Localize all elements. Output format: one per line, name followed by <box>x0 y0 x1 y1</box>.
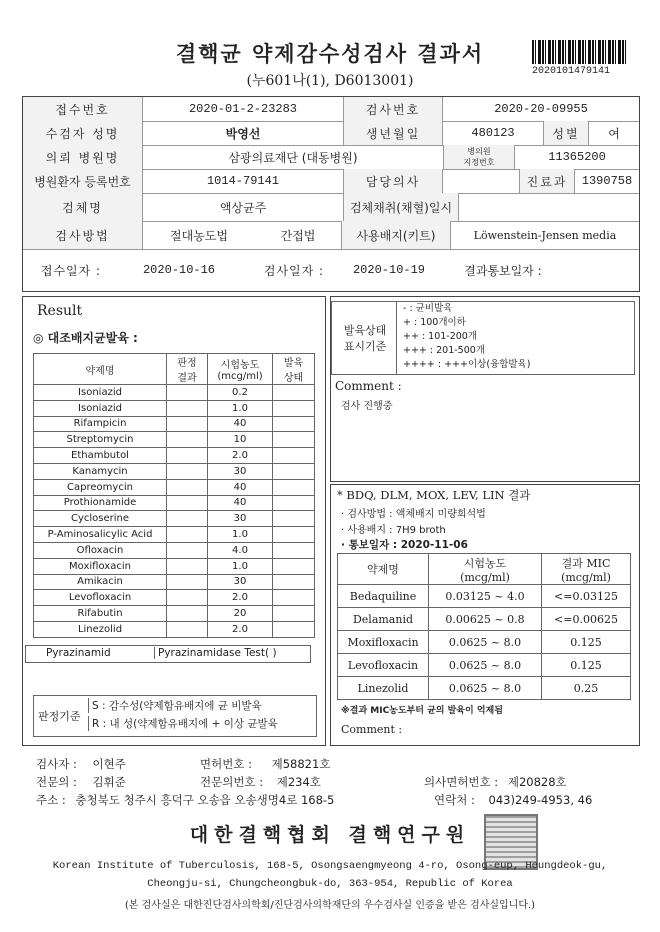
method-label: 검사방법 <box>23 221 143 249</box>
concentration: 30 <box>208 511 273 527</box>
address-line <box>36 792 334 808</box>
license-line <box>200 756 330 772</box>
contact-value: 043)249-4953, 46 <box>488 793 593 807</box>
concentration: 10 <box>208 432 273 448</box>
table-header-row <box>338 554 631 585</box>
document-subtitle: (누601나(1), D6013001) <box>246 73 414 89</box>
certification-note: (본 검사실은 대한진단검사의학회/진단검사의학재단의 우수검사실 인증을 받은 검사실입니다.) <box>124 900 536 911</box>
concentration: 1.0 <box>208 527 273 543</box>
judgement-cell <box>167 542 208 558</box>
license-label: 면허번호 : <box>200 757 252 771</box>
judgement-cell <box>167 558 208 574</box>
table-row <box>34 400 315 416</box>
pyrazinamide-row <box>25 645 311 663</box>
sex-value: 여 <box>608 126 620 141</box>
doctor-value <box>443 169 519 193</box>
concentration: 0.03125 ~ 4.0 <box>429 585 542 608</box>
growth-cell <box>273 590 315 606</box>
department-label: 진료과 <box>519 169 575 193</box>
doctor-license-value: 제20828호 <box>507 775 567 789</box>
mic-panel <box>330 484 640 746</box>
hospital-code-label-line: 지정번호 <box>463 158 495 167</box>
drug-name: Isoniazid <box>34 385 167 401</box>
table-row <box>34 463 315 479</box>
medium-label: 사용배지(키트) <box>341 221 451 249</box>
dob-value: 480123 <box>471 126 515 140</box>
concentration: 30 <box>208 574 273 590</box>
col-concentration-line: 시험농도 <box>220 360 260 371</box>
patient-name-value: 박영선 <box>225 126 261 141</box>
result-label: Result <box>37 303 83 319</box>
drug-name: Moxifloxacin <box>34 558 167 574</box>
report-label: 결과통보일자 : <box>464 263 542 278</box>
drug-name: Prothionamide <box>34 495 167 511</box>
concentration: 2.0 <box>208 621 273 637</box>
table-row <box>338 677 631 700</box>
result-panel <box>22 296 326 746</box>
judgement-cell <box>167 385 208 401</box>
tested-value: 2020-10-19 <box>352 263 425 277</box>
hospital-label: 의뢰 병원명 <box>23 145 143 169</box>
institute-name: 대한결핵협회 결핵연구원 <box>189 824 471 846</box>
mic-method: · 검사방법 : 액체배지 미량희석법 <box>341 509 486 520</box>
department-value: 1390758 <box>581 174 633 188</box>
table-row <box>34 621 315 637</box>
growth-cell <box>273 558 315 574</box>
growth-legend-line: - : 균비발육 <box>403 303 453 314</box>
pyrazinamidase-test: Pyrazinamidase Test( ) <box>154 647 277 659</box>
growth-legend-line: +++ : 201-500개 <box>403 345 485 356</box>
mic-value: <=0.00625 <box>542 608 631 631</box>
col-drug: 약제명 <box>338 554 429 585</box>
hospital-code-value: 11365200 <box>548 150 606 164</box>
comment-value: 검사 진행중 <box>341 401 393 412</box>
concentration: 4.0 <box>208 542 273 558</box>
info-row <box>23 97 639 122</box>
criteria-box <box>33 695 317 737</box>
table-row <box>34 590 315 606</box>
judgement-cell <box>167 606 208 622</box>
table-row <box>338 608 631 631</box>
judgement-cell <box>167 511 208 527</box>
col-concentration <box>429 554 542 585</box>
concentration: 40 <box>208 495 273 511</box>
test-number-value: 2020-20-09955 <box>494 102 588 116</box>
concentration: 2.0 <box>208 448 273 464</box>
pyrazinamide-drug: Pyrazinamid <box>46 647 111 659</box>
judgement-cell <box>167 495 208 511</box>
growth-legend-line: ++ : 101-200개 <box>403 331 478 342</box>
col-mic-line: (mcg/ml) <box>561 570 611 584</box>
concentration: 0.00625 ~ 0.8 <box>429 608 542 631</box>
specialist-label: 전문의 : <box>36 775 77 789</box>
drug-name: Linezolid <box>34 621 167 637</box>
contact-line <box>434 792 592 808</box>
growth-cell <box>273 574 315 590</box>
table-header-row <box>34 354 315 385</box>
specimen-value: 액상균주 <box>219 200 267 215</box>
report-value <box>563 249 639 291</box>
col-judgement <box>167 354 208 385</box>
patient-info-table <box>22 96 640 292</box>
mic-report-date: · 통보일자 : 2020-11-06 <box>341 539 468 551</box>
criteria-susceptible: S : 감수성(약제함유배지에 균 비발육 <box>88 698 262 713</box>
examiner-label: 검사자 : <box>36 757 77 771</box>
mic-comment-label: Comment : <box>341 723 403 736</box>
mic-value: 0.125 <box>542 654 631 677</box>
comment-label: Comment : <box>335 379 402 393</box>
growth-cell <box>273 432 315 448</box>
growth-legend-label-line: 표시기준 <box>343 340 387 353</box>
concentration: 40 <box>208 479 273 495</box>
table-row <box>34 542 315 558</box>
judgement-cell <box>167 463 208 479</box>
col-mic-line: 결과 MIC <box>561 556 611 570</box>
judgement-cell <box>167 448 208 464</box>
mic-value: 0.125 <box>542 631 631 654</box>
growth-cell <box>273 416 315 432</box>
col-mic <box>542 554 631 585</box>
concentration: 40 <box>208 416 273 432</box>
license-value: 제58821호 <box>271 757 331 771</box>
growth-cell <box>273 463 315 479</box>
hospital-code-label <box>443 145 515 169</box>
col-judgement-line: 판정 <box>177 358 197 369</box>
growth-legend-line: ++++ : +++이상(융합발육) <box>403 359 531 370</box>
tested-label: 검사일자 : <box>263 263 325 278</box>
judgement-cell <box>167 400 208 416</box>
mic-value: 0.25 <box>542 677 631 700</box>
dob-label: 생년월일 <box>343 121 443 145</box>
concentration: 1.0 <box>208 558 273 574</box>
concentration: 0.0625 ~ 8.0 <box>429 677 542 700</box>
registration-label: 병원환자 등록번호 <box>23 169 143 193</box>
judgement-cell <box>167 574 208 590</box>
info-row <box>23 121 639 146</box>
hospital-code-label-line: 병의원 <box>467 147 491 156</box>
table-row <box>34 495 315 511</box>
drug-name: Moxifloxacin <box>338 631 429 654</box>
growth-legend-line: + : 100개이하 <box>403 317 466 328</box>
info-row <box>23 193 639 222</box>
contact-label: 연락처 : <box>434 793 475 807</box>
col-growth <box>273 354 315 385</box>
drug-name: Streptomycin <box>34 432 167 448</box>
collection-label: 검체채취(채혈)일시 <box>343 193 459 221</box>
drug-name: P-Aminosalicylic Acid <box>34 527 167 543</box>
concentration: 1.0 <box>208 400 273 416</box>
drug-name: Capreomycin <box>34 479 167 495</box>
drug-name: Linezolid <box>338 677 429 700</box>
address-label: 주소 : <box>36 793 66 807</box>
table-row <box>34 606 315 622</box>
table-row <box>338 654 631 677</box>
drug-name: Isoniazid <box>34 400 167 416</box>
drug-name: Levofloxacin <box>338 654 429 677</box>
drug-name: Ofloxacin <box>34 542 167 558</box>
method-value-secondary: 간접법 <box>280 228 316 243</box>
mic-medium: · 사용배지 : 7H9 broth <box>341 525 446 536</box>
col-concentration-line: 시험농도 <box>463 556 507 570</box>
barcode-number: 2020101479141 <box>532 66 611 77</box>
drug-susceptibility-table <box>33 353 315 638</box>
judgement-cell <box>167 527 208 543</box>
collection-value <box>459 193 639 221</box>
judgement-cell <box>167 432 208 448</box>
col-growth-line: 상태 <box>283 373 304 384</box>
table-row <box>34 574 315 590</box>
judgement-cell <box>167 479 208 495</box>
sex-label: 성별 <box>543 121 589 145</box>
institute-address-en: Korean Institute of Tuberculosis, 168-5, Osongsaengmyeong 4-ro, Osong-eup, Heungdeok-gu, <box>52 860 608 872</box>
judgement-cell <box>167 590 208 606</box>
concentration: 0.0625 ~ 8.0 <box>429 631 542 654</box>
info-row <box>23 221 639 250</box>
growth-cell <box>273 385 315 401</box>
growth-cell <box>273 479 315 495</box>
growth-cell <box>273 495 315 511</box>
table-row <box>34 416 315 432</box>
mic-heading: * BDQ, DLM, MOX, LEV, LIN 결과 <box>337 488 531 502</box>
info-row <box>23 169 639 194</box>
table-row <box>34 448 315 464</box>
judgement-cell <box>167 621 208 637</box>
accession-label: 접수번호 <box>23 97 143 121</box>
criteria-resistant: R : 내 성(약제함유배지에 + 이상 균발육 <box>88 716 278 731</box>
growth-cell <box>273 542 315 558</box>
growth-cell <box>273 527 315 543</box>
criteria-label: 판정기준 <box>38 710 81 723</box>
growth-legend-label-line: 발육상태 <box>343 324 387 337</box>
col-concentration-line: (mcg/ml) <box>217 371 263 382</box>
drug-name: Bedaquiline <box>338 585 429 608</box>
growth-legend <box>331 301 635 375</box>
drug-name: Rifampicin <box>34 416 167 432</box>
mic-note: ※결과 MIC농도부터 균의 발육이 억제됨 <box>341 706 503 716</box>
drug-name: Levofloxacin <box>34 590 167 606</box>
mic-table <box>337 553 631 700</box>
table-row <box>34 479 315 495</box>
growth-legend-lines <box>396 302 530 374</box>
col-judgement-line: 결과 <box>177 373 197 384</box>
table-row <box>338 585 631 608</box>
date-row <box>23 249 639 291</box>
patient-name-label: 수검자 성명 <box>23 121 143 145</box>
table-row <box>34 432 315 448</box>
specialist-number-line <box>200 774 321 790</box>
barcode-image <box>532 40 628 64</box>
examiner-line <box>36 756 126 772</box>
concentration: 0.0625 ~ 8.0 <box>429 654 542 677</box>
examiner-value: 이현주 <box>92 757 126 771</box>
concentration: 30 <box>208 463 273 479</box>
method-value: 절대농도법 <box>170 228 228 243</box>
table-row <box>338 631 631 654</box>
growth-cell <box>273 448 315 464</box>
drug-name: Ethambutol <box>34 448 167 464</box>
info-row <box>23 145 639 170</box>
specialist-number-label: 전문의번호 : <box>200 775 264 789</box>
col-drug: 약제명 <box>34 354 167 385</box>
specimen-label: 검체명 <box>23 193 143 221</box>
drug-name: Rifabutin <box>34 606 167 622</box>
control-growth-label: ◎ 대조배지균발육 : <box>33 331 138 345</box>
accession-value: 2020-01-2-23283 <box>188 102 298 116</box>
doctor-license-label: 의사면허번호 : <box>424 775 499 789</box>
growth-cell <box>273 606 315 622</box>
growth-legend-label <box>338 322 392 354</box>
table-row <box>34 527 315 543</box>
drug-name: Cycloserine <box>34 511 167 527</box>
table-row <box>34 511 315 527</box>
concentration: 20 <box>208 606 273 622</box>
growth-cell <box>273 511 315 527</box>
drug-name: Kanamycin <box>34 463 167 479</box>
concentration: 2.0 <box>208 590 273 606</box>
mic-value: <=0.03125 <box>542 585 631 608</box>
table-row <box>34 385 315 401</box>
specialist-number-value: 제234호 <box>276 775 321 789</box>
specialist-value: 김휘준 <box>92 775 126 789</box>
growth-cell <box>273 400 315 416</box>
received-label: 접수일자 : <box>40 263 102 278</box>
doctor-label: 담당의사 <box>343 169 443 193</box>
drug-name: Amikacin <box>34 574 167 590</box>
drug-name: Delamanid <box>338 608 429 631</box>
test-number-label: 검사번호 <box>343 97 443 121</box>
concentration: 0.2 <box>208 385 273 401</box>
received-value: 2020-10-16 <box>142 263 215 277</box>
doctor-license-line <box>424 774 567 790</box>
document-title: 결핵균 약제감수성검사 결과서 <box>175 41 485 66</box>
col-growth-line: 발육 <box>283 358 304 369</box>
col-concentration <box>208 354 273 385</box>
table-row <box>34 558 315 574</box>
medium-value: Löwenstein-Jensen media <box>473 228 617 242</box>
growth-legend-panel <box>330 296 640 482</box>
specialist-line <box>36 774 126 790</box>
registration-value: 1014-79141 <box>206 174 279 188</box>
institute-address-en-2: Cheongju-si, Chungcheongbuk-do, 363-954, Republic of Korea <box>147 878 513 890</box>
col-concentration-line: (mcg/ml) <box>460 570 510 584</box>
address-value: 충청북도 청주시 흥덕구 오송읍 오송생명4로 168-5 <box>75 793 335 807</box>
judgement-cell <box>167 416 208 432</box>
hospital-value: 삼광의료재단 (대동병원) <box>228 150 358 165</box>
growth-cell <box>273 621 315 637</box>
